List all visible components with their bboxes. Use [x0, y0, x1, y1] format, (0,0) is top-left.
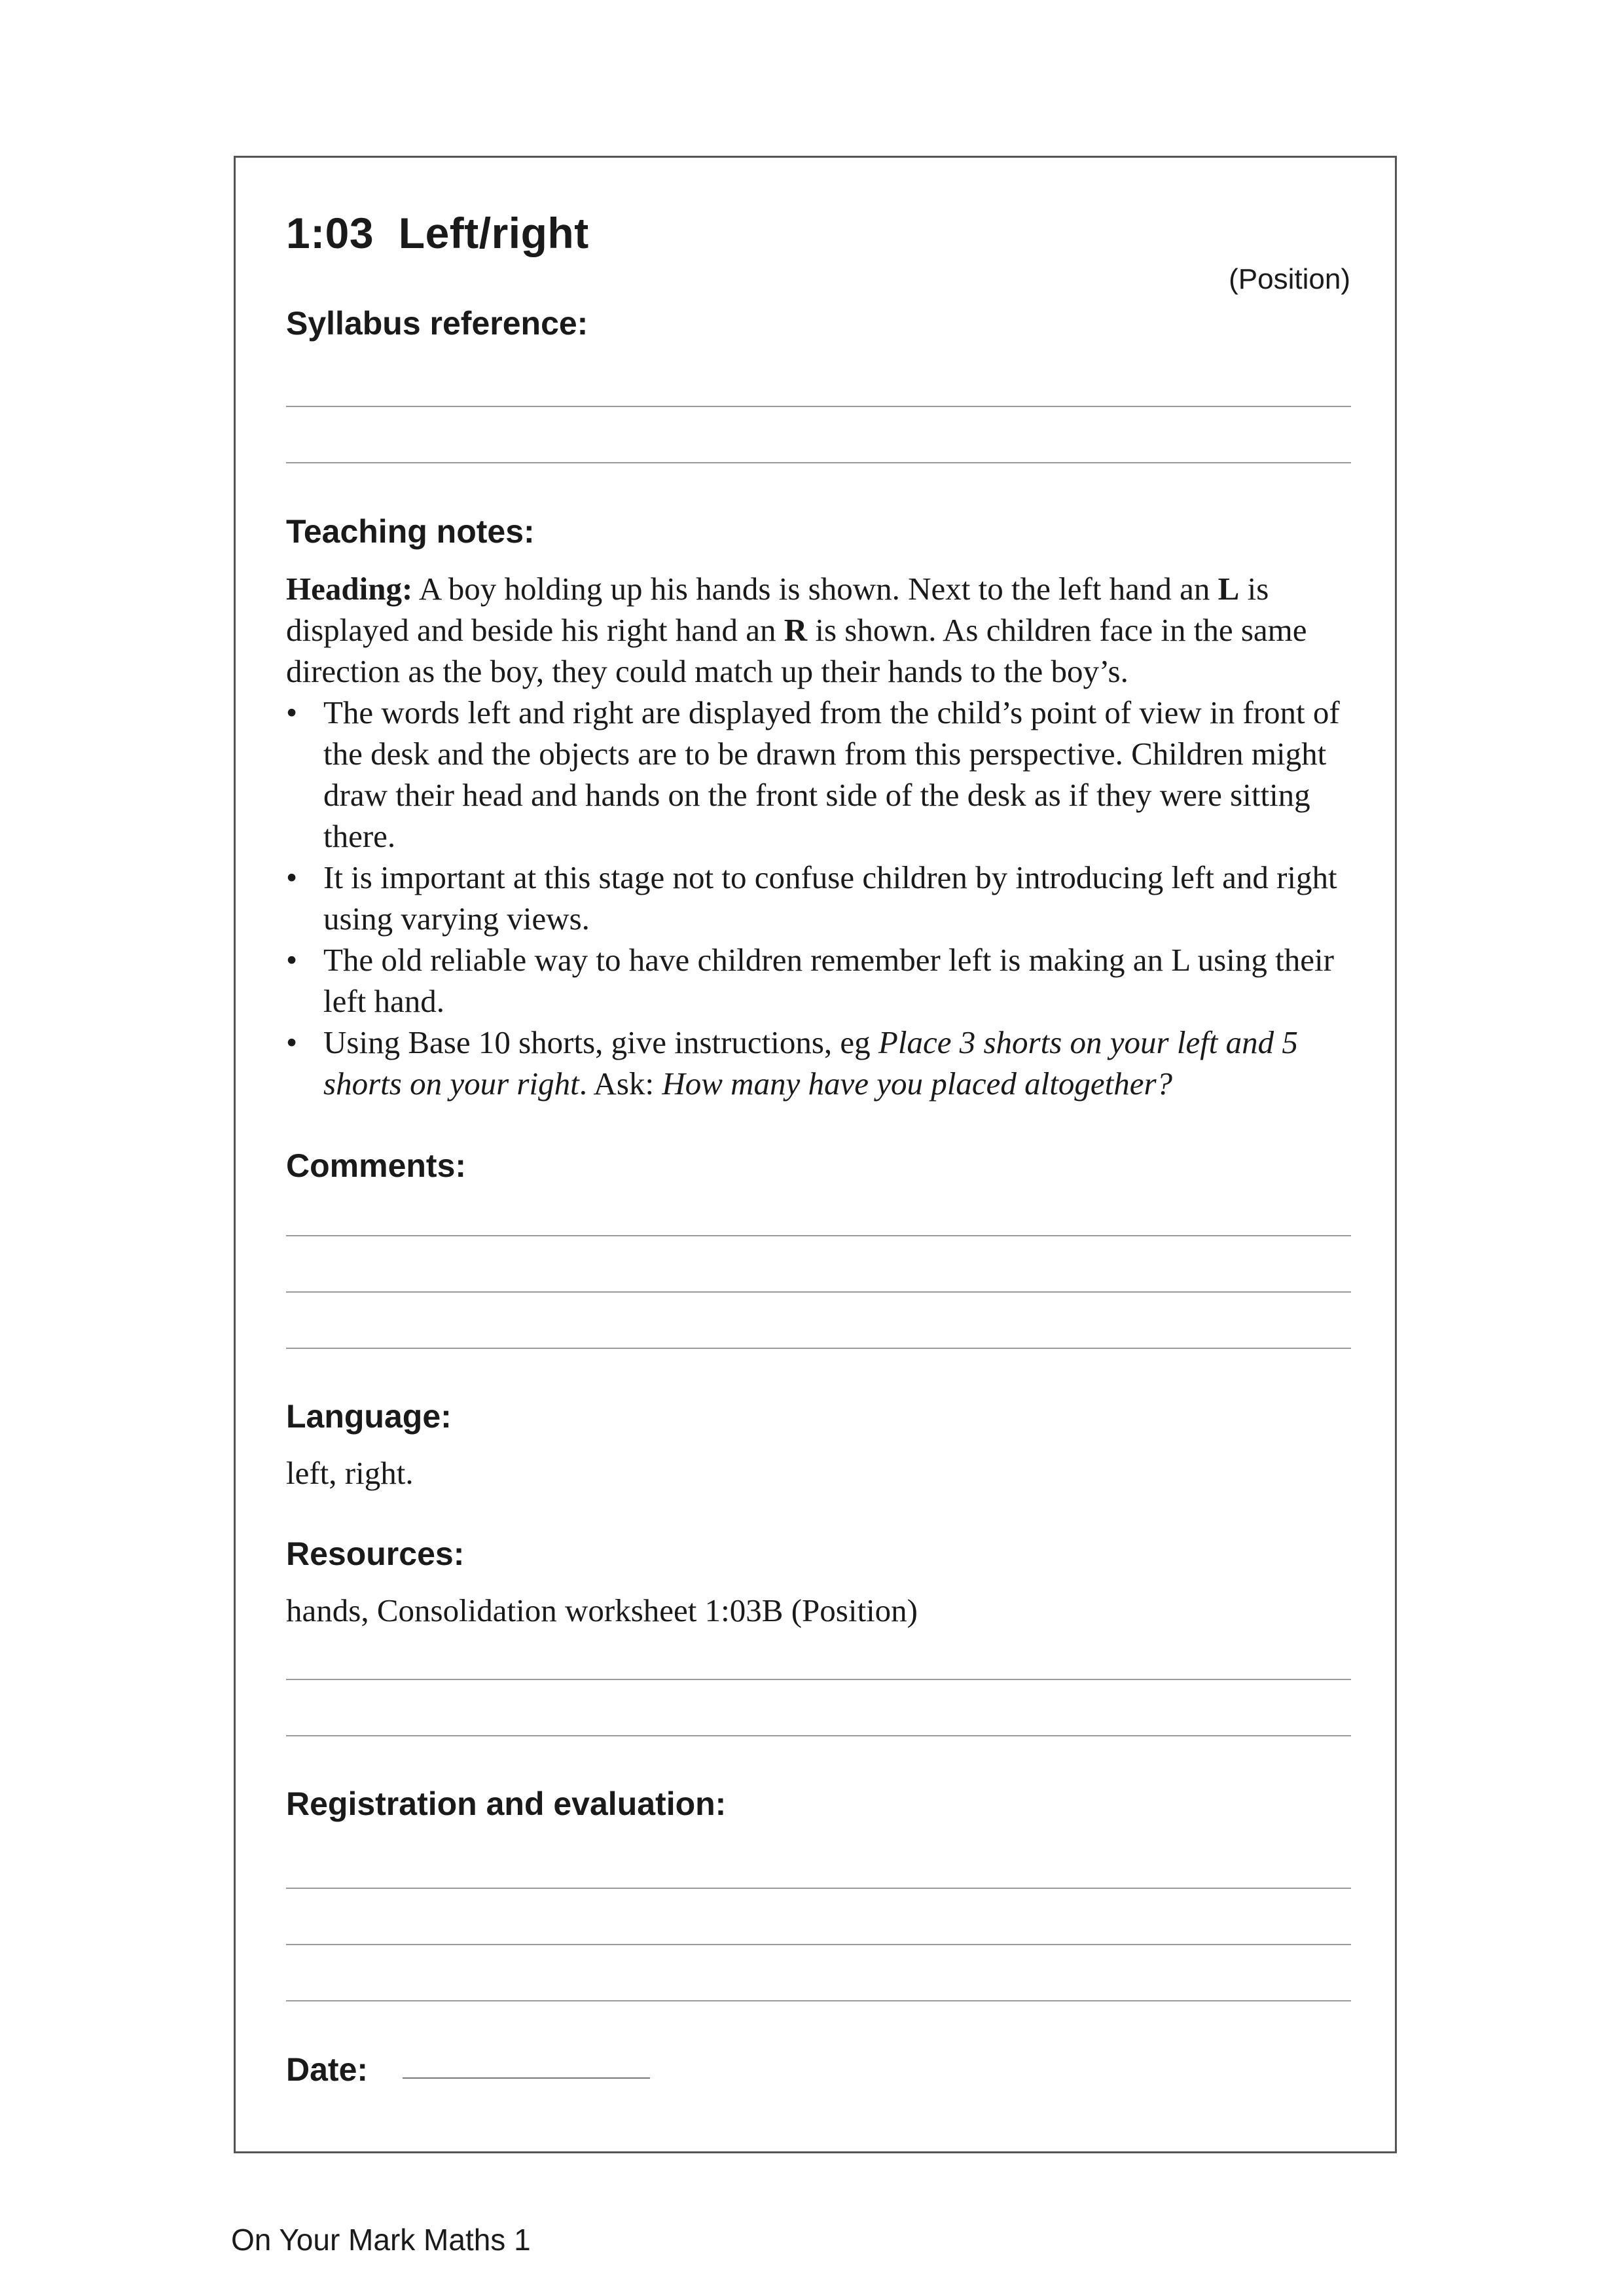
- teaching-notes-heading: Teaching notes:: [286, 513, 535, 550]
- date-field-line: [403, 2077, 650, 2079]
- registration-line-1: [286, 1888, 1351, 1889]
- intro-text-2: is displayed and beside his right hand an: [286, 571, 1269, 648]
- teaching-notes-body: [286, 568, 1351, 1104]
- resources-line-1: [286, 1679, 1351, 1680]
- comments-heading: Comments:: [286, 1147, 467, 1184]
- page-title: 1:03 Left/right: [286, 209, 589, 257]
- comments-line-2: [286, 1291, 1351, 1293]
- comments-line-3: [286, 1348, 1351, 1349]
- bullet-text: It is important at this stage not to confuse children by introducing left and right using varying views.: [323, 859, 1337, 937]
- bullet-italic-question: How many have you placed altogether?: [662, 1066, 1173, 1102]
- bullet-icon: •: [286, 1024, 298, 1060]
- bullet-italic-instruction: Place 3 shorts on your left and 5 shorts on your right: [323, 1024, 1298, 1102]
- bullet-text: The old reliable way to have children remember left is making an L using their left hand.: [323, 942, 1334, 1019]
- teaching-intro: [286, 568, 1351, 692]
- bullet-icon: •: [286, 942, 298, 978]
- resources-text: hands, Consolidation worksheet 1:03B (Position): [286, 1592, 918, 1628]
- heading-label: Heading:: [286, 571, 413, 607]
- bullet-icon: •: [286, 694, 298, 730]
- teaching-bullets: [286, 692, 1351, 1104]
- letter-l: L: [1218, 571, 1240, 607]
- bullet-text-c: . Ask:: [579, 1066, 662, 1102]
- intro-text-3: is shown. As children face in the same direction as the boy, they could match up their hands to the boy’s.: [286, 612, 1307, 689]
- topic-label: (Position): [1229, 263, 1350, 295]
- bullet-item: [286, 857, 1351, 939]
- bullet-item: [286, 692, 1351, 857]
- bullet-item: [286, 1022, 1351, 1104]
- registration-heading: Registration and evaluation:: [286, 1785, 727, 1822]
- date-label: Date:: [286, 2051, 369, 2088]
- registration-line-2: [286, 1944, 1351, 1945]
- intro-text-1: A boy holding up his hands is shown. Next to the left hand an: [412, 571, 1218, 607]
- bullet-text-a: Using Base 10 shorts, give instructions, eg: [323, 1024, 878, 1060]
- registration-line-3: [286, 2000, 1351, 2001]
- syllabus-line-2: [286, 462, 1351, 463]
- footer-text: On Your Mark Maths 1: [231, 2223, 531, 2257]
- letter-r: R: [784, 612, 808, 648]
- bullet-item: [286, 939, 1351, 1022]
- syllabus-line-1: [286, 406, 1351, 407]
- bullet-text: The words left and right are displayed from the child’s point of view in front of the desk and the objects are to be drawn from this perspective. Children might draw their head and hands on the front side of the desk as if they were sitting there.: [323, 694, 1340, 854]
- resources-line-2: [286, 1735, 1351, 1736]
- resources-heading: Resources:: [286, 1535, 465, 1572]
- language-text: left, right.: [286, 1455, 414, 1491]
- comments-line-1: [286, 1235, 1351, 1236]
- language-heading: Language:: [286, 1398, 452, 1435]
- syllabus-heading: Syllabus reference:: [286, 305, 588, 342]
- bullet-icon: •: [286, 859, 298, 895]
